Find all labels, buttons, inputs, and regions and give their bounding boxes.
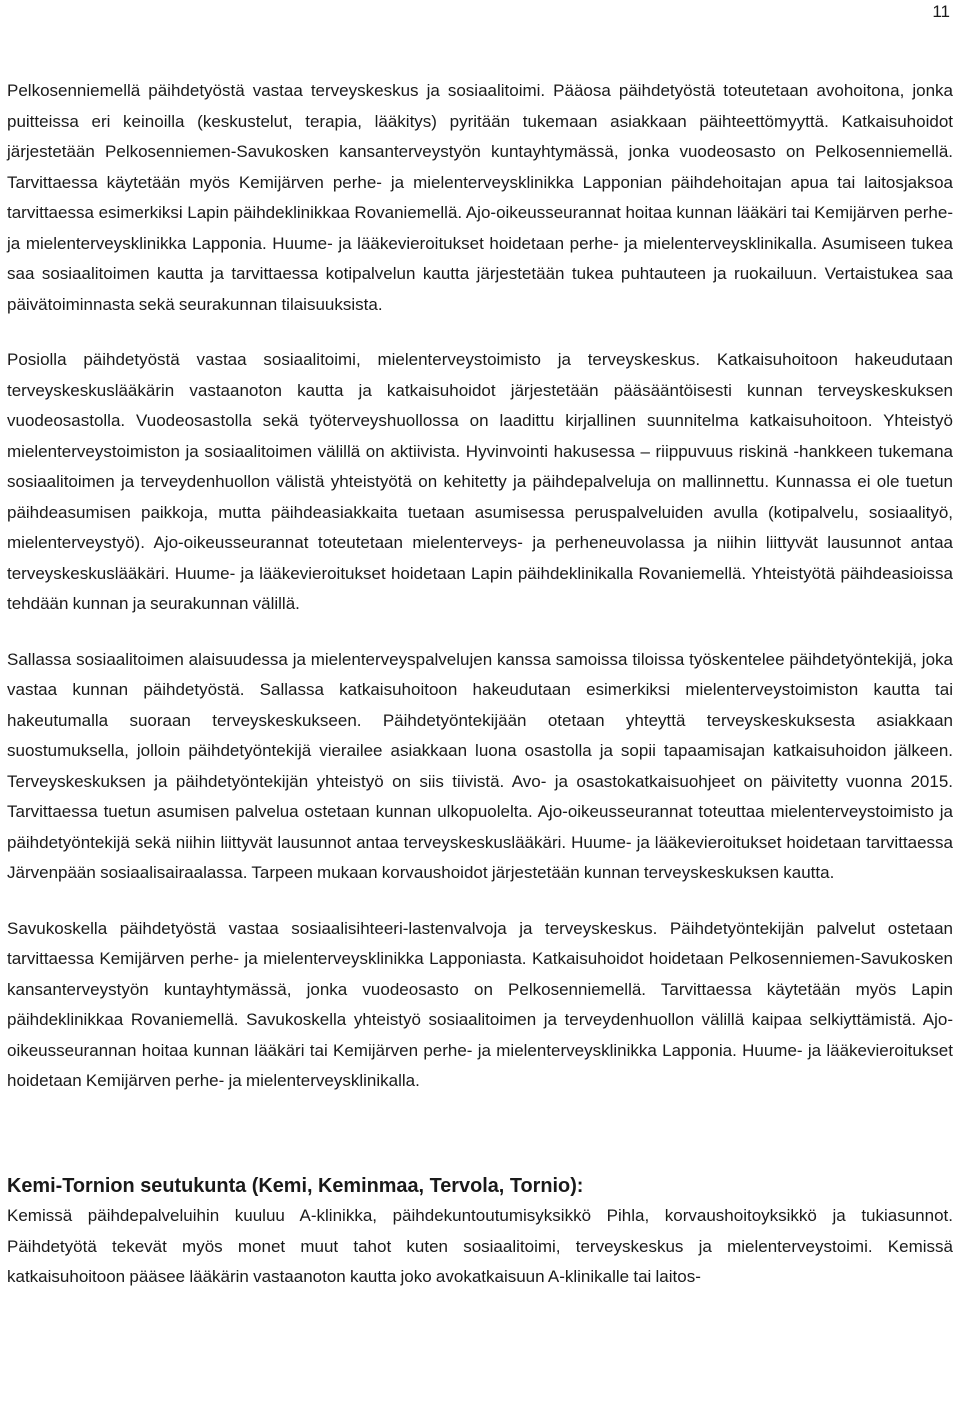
paragraph-pelkosenniemi: Pelkosenniemellä päihdetyöstä vastaa terveyskeskus ja sosiaalitoimi. Pääosa päihdetyöstä toteutetaan avohoitona, jonka puitteissa eri keinoilla (keskustelut, terapia, lääkitys) pyritään tukemaan asiakkaan päihteettömyyttä. Katkaisuhoidot järjestetään Pelkosenniemen-Savukosken kansanterveystyön kuntayhtymässä, jonka vuodeosasto on Pelkosenniemellä. Tarvittaessa käytetään myös Kemijärven perhe- ja mielenterveysklinikka Lapponian päihdehoitajan apua tai laitosjaksoa tarvittaessa esimerkiksi Lapin päihdeklinikkaa Rovaniemellä. Ajo-oikeusseurannat hoitaa kunnan lääkäri tai Kemijärven perhe- ja mielenterveysklinikka Lapponia. Huume- ja lääkevieroitukset hoidetaan perhe- ja mielenterveysklinikalla. Asumiseen tukea saa sosiaalitoimen kautta ja tarvittaessa kotipalvelun kautta järjestetään tukea puhtauteen ja ruokailuun. Vertaistukea saa päivätoiminnasta sekä seurakunnan tilaisuuksista.	[7, 81, 953, 314]
paragraph-salla: Sallassa sosiaalitoimen alaisuudessa ja mielenterveyspalvelujen kanssa samoissa tiloissa työskentelee päihdetyöntekijä, joka vastaa kunnan päihdetyöstä. Sallassa katkaisuhoitoon hakeudutaan esimerkiksi mielenterveystoimiston kautta tai hakeutumalla suoraan terveyskeskukseen. Päihdetyöntekijään otetaan yhteyttä terveyskeskuksesta asiakkaan suostumuksella, jolloin päihdetyöntekijä vierailee asiakkaan luona osastolla ja sopii tapaamisajan katkaisuhoidon jälkeen. Terveyskeskuksen ja päihdetyöntekijän yhteistyö on siis tiivistä. Avo- ja osastokatkaisuohjeet on päivitetty vuonna 2015. Tarvittaessa tuetun asumisen palvelua ostetaan kunnan ulkopuolelta. Ajo-oikeusseurannat toteuttaa mielenterveystoimisto ja päihdetyöntekijä sekä niihin liittyvät lausunnot antaa terveyskeskuslääkäri. Huume- ja lääkevieroitukset hoidetaan tarvittaessa Järvenpään sosiaalisairaalassa. Tarpeen mukaan korvaushoidot järjestetään kunnan terveyskeskuksen kautta.	[7, 649, 953, 882]
document-body	[7, 76, 953, 1293]
paragraph-posio: Posiolla päihdetyöstä vastaa sosiaalitoimi, mielenterveystoimisto ja terveyskeskus. Katkaisuhoitoon hakeudutaan terveyskeskuslääkärin vastaanoton kautta ja katkaisuhoidot järjestetään pääsääntöisesti kunnan terveyskeskuksen vuodeosastolla. Vuodeosastolla sekä työterveyshuollossa on laadittu kirjallinen suunnitelma katkaisuhoitoon. Yhteistyö mielenterveystoimiston ja sosiaalitoimen välillä on aktiivista. Hyvinvointi hakusessa – riippuvuus riskinä -hankkeen tukemana sosiaalitoimen ja terveydenhuollon välistä yhteistyötä on kehitetty ja päihdepalveluja on mallinnettu. Kunnassa ei ole tuetun päihdeasumisen paikkoja, mutta päihdeasiakkaita tuetaan asumisessa peruspalveluiden avulla (kotipalvelu, sosiaalityö, mielenterveystyö). Ajo-oikeusseurannat toteutetaan mielenterveys- ja perheneuvolassa ja niihin liittyvät lausunnot antaa terveyskeskuslääkäri. Huume- ja lääkevieroitukset hoidetaan Lapin päihdeklinikalla Rovaniemellä. Yhteistyötä päihdeasioissa tehdään kunnan ja seurakunnan välillä.	[7, 350, 953, 613]
paragraph-savukoski: Savukoskella päihdetyöstä vastaa sosiaalisihteeri-lastenvalvoja ja terveyskeskus. Päihdetyöntekijän palvelut ostetaan tarvittaessa Kemijärven perhe- ja mielenterveysklinikka Lapponiasta. Katkaisuhoidot hoidetaan Pelkosenniemen-Savukosken kansanterveystyön kuntayhtymässä, jonka vuodeosasto on Pelkosenniemellä. Tarvittaessa käytetään myös Lapin päihdeklinikkaa Rovaniemellä. Savukoskella yhteistyö sosiaalitoimen ja terveydenhuollon välillä kaipaa selkiyttämistä. Ajo-oikeusseurannan hoitaa kunnan lääkäri tai Kemijärven perhe- ja mielenterveysklinikka Lapponia. Huume- ja lääkevieroitukset hoidetaan Kemijärven perhe- ja mielenterveysklinikalla.	[7, 918, 953, 1090]
section-heading: Kemi-Tornion seutukunta (Kemi, Keminmaa, Tervola, Tornio):	[7, 1174, 584, 1197]
paragraph-kemi: Kemissä päihdepalveluihin kuuluu A-klinikka, päihdekuntoutumisyksikkö Pihla, korvaushoitoyksikkö ja tukiasunnot. Päihdetyötä tekevät myös monet muut tahot kuten sosiaalitoimi, terveyskeskus ja mielenterveystoimi. Kemissä katkaisuhoitoon pääsee lääkärin vastaanoton kautta joko avokatkaisuun A-klinikalle tai laitos-	[7, 1206, 953, 1286]
page-number: 11	[932, 2, 950, 21]
